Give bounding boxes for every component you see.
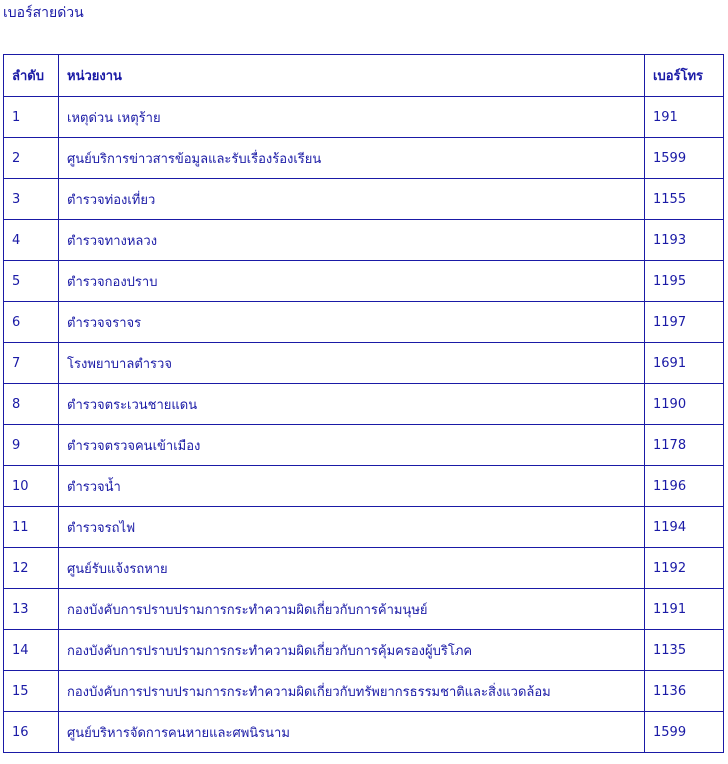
table-row — [4, 97, 724, 138]
row-unit-cell: ศูนย์บริหารจัดการคนหายและศพนิรนาม — [59, 712, 645, 753]
row-number-cell: 4 — [4, 220, 59, 261]
row-phone-cell: 1195 — [645, 261, 724, 302]
row-phone-cell: 1691 — [645, 343, 724, 384]
row-number-cell: 8 — [4, 384, 59, 425]
row-number-cell: 10 — [4, 466, 59, 507]
header-unit: หน่วยงาน — [59, 55, 645, 97]
row-phone-cell: 1155 — [645, 179, 724, 220]
row-phone-cell: 1136 — [645, 671, 724, 712]
table-row — [4, 548, 724, 589]
row-unit-cell: กองบังคับการปราบปรามการกระทำความผิดเกี่ยวกับการค้ามนุษย์ — [59, 589, 645, 630]
row-phone-cell: 1191 — [645, 589, 724, 630]
row-number-cell: 6 — [4, 302, 59, 343]
header-no: ลำดับ — [4, 55, 59, 97]
table-row — [4, 630, 724, 671]
row-unit-cell: ศูนย์รับแจ้งรถหาย — [59, 548, 645, 589]
table-row — [4, 343, 724, 384]
row-phone-cell: 1192 — [645, 548, 724, 589]
table-row — [4, 507, 724, 548]
table-row — [4, 302, 724, 343]
table-row — [4, 671, 724, 712]
row-phone-cell: 1196 — [645, 466, 724, 507]
table-row — [4, 712, 724, 753]
row-phone-cell: 1178 — [645, 425, 724, 466]
row-phone-cell: 1194 — [645, 507, 724, 548]
row-unit-cell: โรงพยาบาลตำรวจ — [59, 343, 645, 384]
row-phone-cell: 1197 — [645, 302, 724, 343]
row-number-cell: 5 — [4, 261, 59, 302]
page-title: เบอร์สายด่วน — [3, 5, 84, 21]
table-row — [4, 261, 724, 302]
row-number-cell: 14 — [4, 630, 59, 671]
table-row — [4, 384, 724, 425]
row-unit-cell: ตำรวจกองปราบ — [59, 261, 645, 302]
row-unit-cell: ศูนย์บริการข่าวสารข้อมูลและรับเรื่องร้องเรียน — [59, 138, 645, 179]
table-row — [4, 589, 724, 630]
row-unit-cell: ตำรวจตรวจคนเข้าเมือง — [59, 425, 645, 466]
table-row — [4, 138, 724, 179]
row-number-cell: 12 — [4, 548, 59, 589]
row-number-cell: 11 — [4, 507, 59, 548]
row-unit-cell: กองบังคับการปราบปรามการกระทำความผิดเกี่ยวกับทรัพยากรธรรมชาติและสิ่งแวดล้อม — [59, 671, 645, 712]
table-row — [4, 425, 724, 466]
row-number-cell: 9 — [4, 425, 59, 466]
row-phone-cell: 1190 — [645, 384, 724, 425]
row-number-cell: 13 — [4, 589, 59, 630]
row-unit-cell: กองบังคับการปราบปรามการกระทำความผิดเกี่ยวกับการคุ้มครองผู้บริโภค — [59, 630, 645, 671]
row-unit-cell: เหตุด่วน เหตุร้าย — [59, 97, 645, 138]
row-phone-cell: 191 — [645, 97, 724, 138]
row-phone-cell: 1599 — [645, 712, 724, 753]
row-unit-cell: ตำรวจน้ำ — [59, 466, 645, 507]
hotline-table — [3, 54, 724, 753]
table-header-row — [4, 55, 724, 97]
row-phone-cell: 1135 — [645, 630, 724, 671]
table-row — [4, 466, 724, 507]
row-unit-cell: ตำรวจจราจร — [59, 302, 645, 343]
row-number-cell: 15 — [4, 671, 59, 712]
row-phone-cell: 1193 — [645, 220, 724, 261]
row-number-cell: 1 — [4, 97, 59, 138]
table-row — [4, 220, 724, 261]
row-phone-cell: 1599 — [645, 138, 724, 179]
row-number-cell: 7 — [4, 343, 59, 384]
table-row — [4, 179, 724, 220]
row-unit-cell: ตำรวจตระเวนชายแดน — [59, 384, 645, 425]
row-unit-cell: ตำรวจท่องเที่ยว — [59, 179, 645, 220]
row-number-cell: 16 — [4, 712, 59, 753]
row-unit-cell: ตำรวจรถไฟ — [59, 507, 645, 548]
row-unit-cell: ตำรวจทางหลวง — [59, 220, 645, 261]
row-number-cell: 2 — [4, 138, 59, 179]
row-number-cell: 3 — [4, 179, 59, 220]
header-number: เบอร์โทร — [645, 55, 724, 97]
table-body — [4, 97, 724, 753]
